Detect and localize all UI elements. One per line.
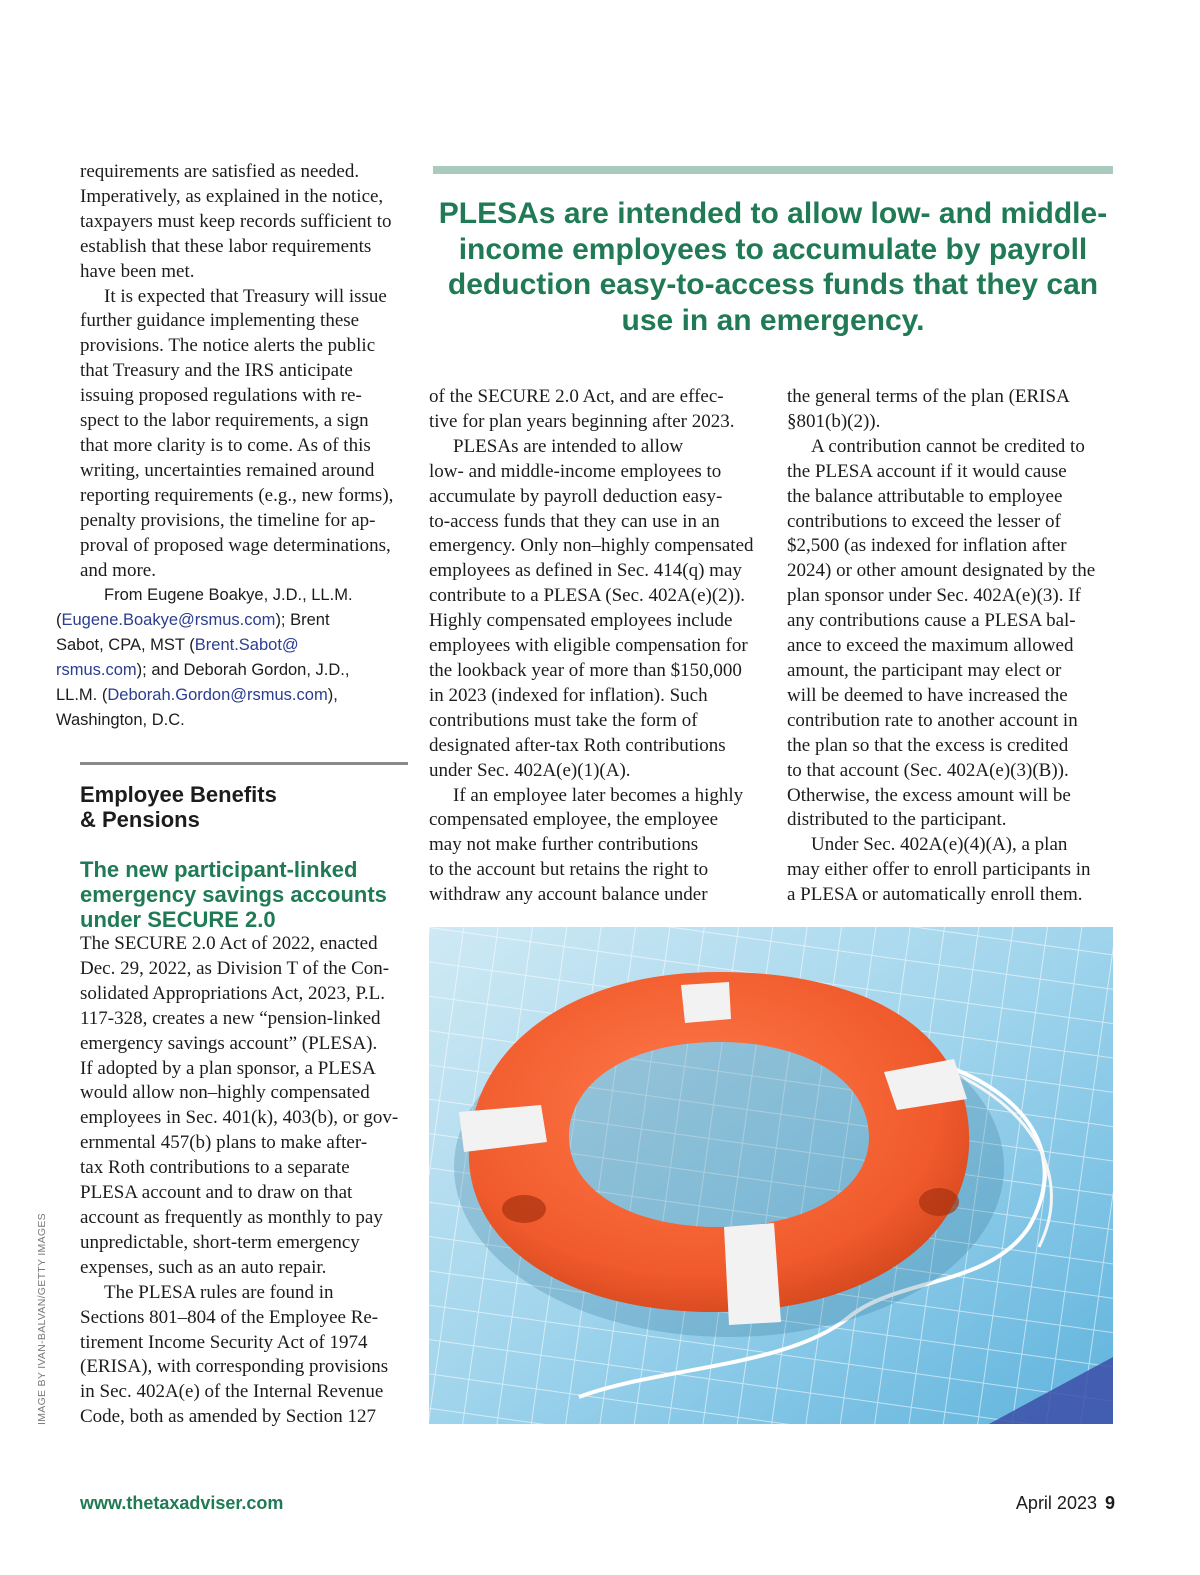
page-number: 9: [1104, 1493, 1115, 1513]
pull-quote-bar: [433, 166, 1113, 174]
image-credit: IMAGE BY IVAN-BALVAN/GETTY IMAGES: [36, 1213, 48, 1425]
section-title: Employee Benefits & Pensions: [80, 782, 277, 832]
email-link-boakye[interactable]: Eugene.Boakye@rsmus.com: [61, 611, 276, 630]
enrollment-paragraph: Under Sec. 402A(e)(4)(A), a plan may either offer to enroll participants in a PLESA or automatically enroll them.: [787, 834, 1091, 906]
footer-page-info: [1016, 1493, 1115, 1514]
plesa-rules-paragraph: The PLESA rules are found in Sections 801–804 of the Employee Re- tirement Income Security Act of 1974 (ERISA), with corresponding provisions in Sec. 402A(e) of the Internal Revenue Code, both as amended by Section 127: [80, 1281, 389, 1428]
email-link-sabot-part1[interactable]: Brent.Sabot@: [194, 636, 299, 655]
footer-date: April 2023: [1015, 1493, 1097, 1513]
life-ring-photo: [429, 927, 1113, 1424]
left-intro-paragraph: requirements are satisfied as needed. Imperatively, as explained in the notice, taxpayers must keep records sufficient to establish that these labor requirements have been met.: [80, 161, 392, 282]
footer-website-link[interactable]: www.thetaxadviser.com: [80, 1493, 284, 1513]
highly-compensated-paragraph: If an employee later becomes a highly compensated employee, the employee may not make further contributions to the account but retains the right to withdraw any account balance under: [429, 784, 744, 906]
middle-column: [429, 385, 769, 908]
section-header: [80, 782, 410, 932]
section-divider: [80, 762, 408, 765]
email-link-gordon[interactable]: Deborah.Gordon@rsmus.com: [107, 686, 328, 705]
left-article-body: [80, 932, 410, 1430]
secure-act-paragraph: The SECURE 2.0 Act of 2022, enacted Dec. 29, 2022, as Division T of the Con- solidated Appropriations Act, 2023, P.L. 117-328, creates a new “pension-linked emergency savings account” (PLESA). If adopted by a plan sponsor, a PLESA would allow non–highly compensated employees in Sec. 401(k), 403(b), or gov- ernmental 457(b) plans to make after- tax Roth contributions to a separate PLESA account and to draw on that account as frequently as monthly to pay unpredictable, short-term emergency expenses, such as an auto repair.: [80, 933, 399, 1278]
right-column: [787, 385, 1122, 908]
pull-quote: PLESAs are intended to allow low- and middle-income employees to accumulate by payroll deduction easy-to-access funds that they can use in an emergency.: [438, 197, 1108, 337]
article-subhead: The new participant-linked emergency savings accounts under SECURE 2.0: [80, 857, 387, 932]
life-ring-illustration: [429, 927, 1113, 1424]
plesa-purpose-paragraph: PLESAs are intended to allow low- and middle-income employees to accumulate by payroll deduction easy- to-access funds that they can use in an emergency. Only non–highly compensated employees as defined in Sec. 414(q) may contribute to a PLESA (Sec. 402A(e)(2)). Highly compensated employees include employees with eligible compensation for the lookback year of more than $150,000 in 2023 (indexed for inflation). Such contributions must take the form of designated after-tax Roth contributions under Sec. 402A(e)(1)(A).: [429, 435, 754, 781]
contribution-limit-paragraph: A contribution cannot be credited to the PLESA account if it would cause the balance attributable to employee contributions to exceed the lesser of $2,500 (as indexed for inflation after 2024) or other amount designated by the plan sponsor under Sec. 402A(e)(3). If any contributions cause a PLESA bal- ance to exceed the maximum allowed amount, the participant may elect or will be deemed to have increased the contribution rate to another account in the plan so that the excess is credited to that account (Sec. 402A(e)(3)(B)). Otherwise, the excess amount will be distributed to the participant.: [787, 435, 1096, 831]
middle-continued-paragraph: of the SECURE 2.0 Act, and are effec- tive for plan years beginning after 2023.: [429, 386, 735, 432]
email-link-sabot-part2[interactable]: rsmus.com: [56, 661, 137, 680]
author-credit: From Eugene Boakye, J.D., LL.M. (Eugene.Boakye@rsmus.com); Brent Sabot, CPA, MST (Brent.Sabot@ rsmus.com); and Deborah Gordon, J.D., LL.M. (Deborah.Gordon@rsmus.com), Washington, D.C.: [56, 586, 353, 729]
right-continued-paragraph: the general terms of the plan (ERISA §801(b)(2)).: [787, 386, 1070, 432]
left-column: [56, 160, 410, 733]
left-guidance-paragraph: It is expected that Treasury will issue further guidance implementing these provisions. The notice alerts the public that Treasury and the IRS anticipate issuing proposed regulations with re- spect to the labor requirements, a sign that more clarity is to come. As of this writing, uncertainties remained around reporting requirements (e.g., new forms), penalty provisions, the timeline for ap- proval of proposed wage determinations, and more.: [80, 285, 394, 581]
